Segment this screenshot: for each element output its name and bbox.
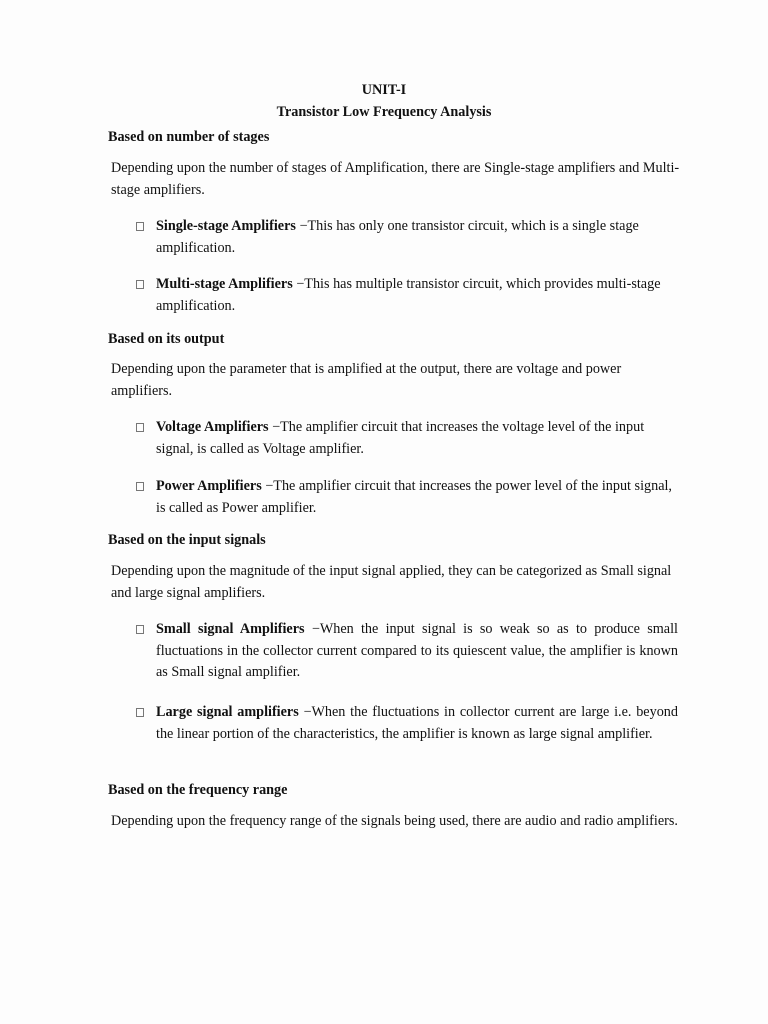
bullet-label: Multi-stage Amplifiers: [156, 276, 293, 292]
bullet-item-power: [136, 476, 678, 519]
section-paragraph-frequency: Depending upon the frequency range of the signals being used, there are audio and radio amplifiers.: [111, 813, 678, 829]
section-heading-input-signals: Based on the input signals: [108, 532, 266, 548]
bullet-box-icon: [136, 423, 144, 432]
bullet-box-icon: [136, 625, 144, 634]
bullet-label: Single-stage Amplifiers: [156, 218, 296, 234]
bullet-item-single-stage: [136, 216, 678, 259]
bullet-dash: −: [304, 621, 320, 637]
section-paragraph-stages: Depending upon the number of stages of Amplification, there are Single-stage amplifiers and Multi-stage amplifiers.: [111, 160, 680, 198]
bullet-text: The amplifier circuit that increases the voltage level of the input signal, is called as Voltage amplifier.: [156, 419, 645, 457]
bullet-item-voltage: [136, 417, 678, 460]
section-heading-frequency: Based on the frequency range: [108, 782, 288, 798]
bullet-dash: −: [295, 218, 308, 234]
bullet-text: When the input signal is so weak so as to produce small fluctuations in the collector current compared to its quiescent value, the amplifier is known as Small signal amplifier.: [156, 621, 678, 680]
bullet-item-large-signal: [136, 702, 678, 745]
bullet-dash: −: [292, 276, 305, 292]
bullet-item-multi-stage: [136, 274, 678, 317]
bullet-text: The amplifier circuit that increases the power level of the input signal, is called as Power amplifier.: [156, 478, 672, 516]
bullet-text: This has multiple transistor circuit, which provides multi-stage amplification.: [156, 276, 661, 314]
bullet-dash: −: [261, 478, 274, 494]
bullet-item-small-signal: [136, 619, 678, 684]
section-heading-output: Based on its output: [108, 331, 225, 347]
bullet-box-icon: [136, 708, 144, 717]
section-heading-stages: Based on number of stages: [108, 129, 270, 145]
bullet-box-icon: [136, 280, 144, 289]
bullet-text: When the fluctuations in collector current are large i.e. beyond the linear portion of the characteristics, the amplifier is known as large signal amplifier.: [156, 704, 678, 742]
section-paragraph-input-signals: Depending upon the magnitude of the input signal applied, they can be categorized as Small signal and large signal amplifiers.: [111, 563, 672, 601]
bullet-box-icon: [136, 222, 144, 231]
document-title: Transistor Low Frequency Analysis: [276, 104, 492, 120]
section-paragraph-output: Depending upon the parameter that is amplified at the output, there are voltage and power amplifiers.: [111, 361, 622, 399]
bullet-dash: −: [268, 419, 281, 435]
bullet-label: Power Amplifiers: [156, 478, 262, 494]
bullet-box-icon: [136, 482, 144, 491]
bullet-label: Large signal amplifiers: [156, 704, 299, 720]
bullet-text: This has only one transistor circuit, which is a single stage amplification.: [156, 218, 639, 256]
bullet-label: Voltage Amplifiers: [156, 419, 269, 435]
unit-label: UNIT-I: [361, 82, 407, 98]
bullet-dash: −: [298, 704, 312, 720]
bullet-label: Small signal Amplifiers: [156, 621, 305, 637]
